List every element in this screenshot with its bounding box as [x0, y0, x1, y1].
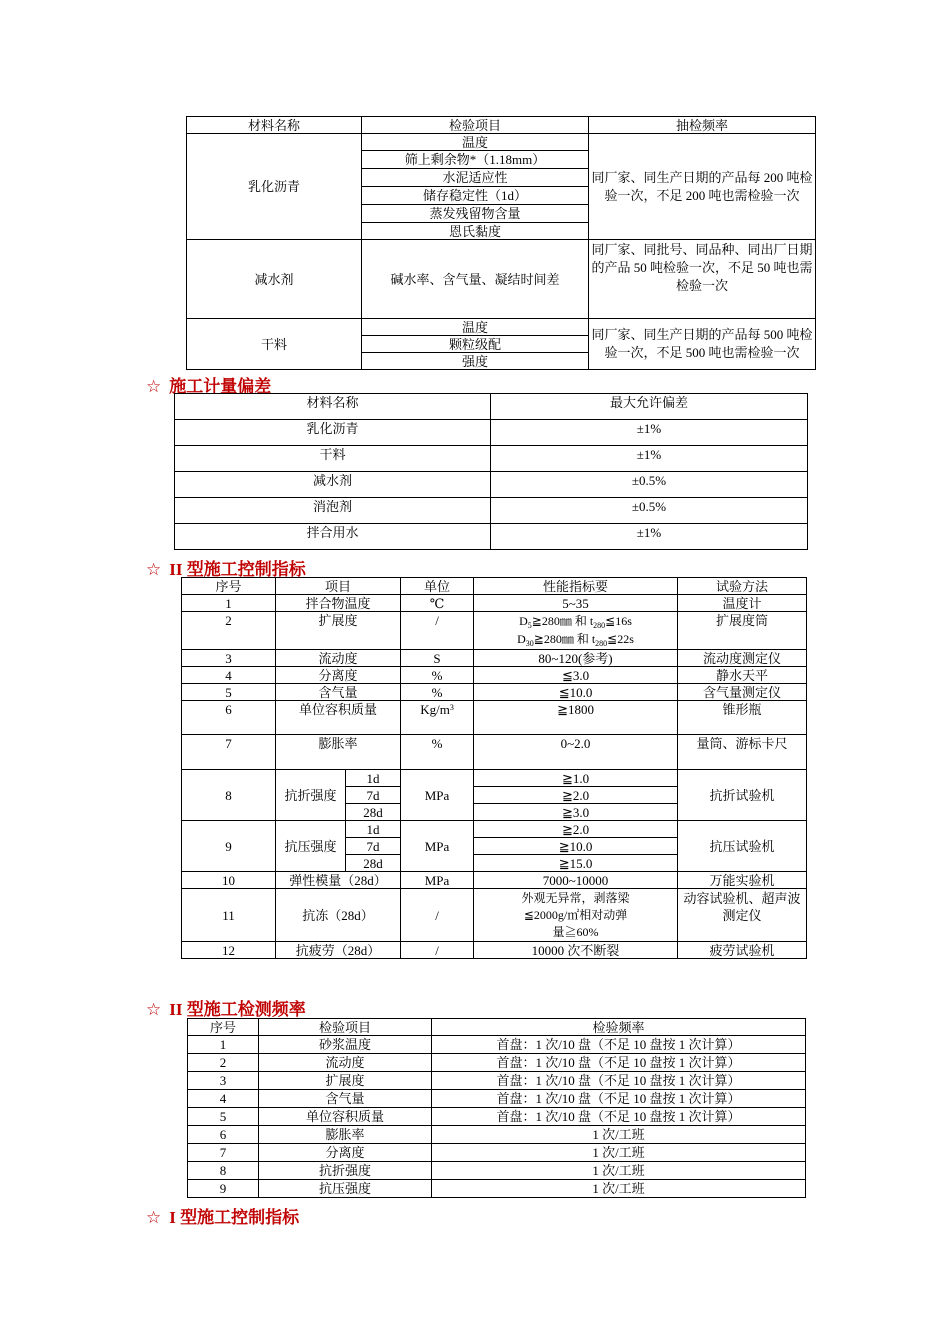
frequency-text: 同厂家、同生产日期的产品每 500 吨检验一次，不足 500 吨也需检验一次 [589, 319, 816, 370]
row-value: ≧2.0 [474, 787, 678, 804]
header-no: 序号 [182, 578, 276, 595]
row-unit: MPa [401, 821, 474, 872]
row-no: 3 [182, 650, 276, 667]
test-item: 蒸发残留物含量 [362, 205, 589, 223]
age-cell: 7d [346, 838, 401, 855]
row-value: 0~2.0 [474, 735, 678, 770]
age-cell: 7d [346, 787, 401, 804]
header-frequency: 检验频率 [432, 1019, 806, 1036]
header-max-deviation: 最大允许偏差 [491, 394, 808, 420]
row-no: 8 [188, 1162, 259, 1180]
row-value: 80~120(参考) [474, 650, 678, 667]
row-item: 分离度 [276, 667, 401, 684]
row-no: 6 [182, 701, 276, 735]
row-frequency: 首盘：1 次/10 盘（不足 10 盘按 1 次计算） [432, 1036, 806, 1054]
test-item: 筛上剩余物*（1.18mm） [362, 151, 589, 169]
section-title: II 型施工控制指标 [169, 560, 306, 579]
header-requirement: 性能指标要 [474, 578, 678, 595]
section-heading-type2-frequency [146, 995, 306, 1020]
row-item: 抗冻（28d） [276, 889, 401, 942]
row-frequency: 1 次/工班 [432, 1162, 806, 1180]
row-value: 5~35 [474, 595, 678, 612]
row-value: 10000 次不断裂 [474, 942, 678, 959]
row-value: ≦10.0 [474, 684, 678, 701]
test-item: 恩氏黏度 [362, 223, 589, 240]
header-item: 项目 [276, 578, 401, 595]
deviation-cell: ±0.5% [491, 498, 808, 524]
row-unit: / [401, 612, 474, 650]
header-material: 材料名称 [187, 117, 362, 134]
row-item: 含气量 [276, 684, 401, 701]
row-method: 扩展度筒 [678, 612, 807, 650]
row-value: 7000~10000 [474, 872, 678, 889]
row-item: 分离度 [259, 1144, 432, 1162]
star-icon: ☆ [146, 1000, 162, 1019]
header-unit: 单位 [401, 578, 474, 595]
row-item: 抗折强度 [276, 770, 346, 821]
material-dry: 干料 [187, 319, 362, 370]
row-item: 单位容积质量 [276, 701, 401, 735]
row-item: 抗压强度 [276, 821, 346, 872]
row-no: 10 [182, 872, 276, 889]
row-method: 抗折试验机 [678, 770, 807, 821]
row-item: 砂浆温度 [259, 1036, 432, 1054]
row-no: 12 [182, 942, 276, 959]
row-no: 3 [188, 1072, 259, 1090]
row-item: 拌合物温度 [276, 595, 401, 612]
section-title: 施工计量偏差 [169, 377, 272, 396]
row-method: 静水天平 [678, 667, 807, 684]
row-value: 外观无异常，剥落梁 ≦2000g/㎡相对动弹 量≧60% [474, 889, 678, 942]
material-cell: 消泡剂 [175, 498, 491, 524]
test-item: 碱水率、含气量、凝结时间差 [362, 240, 589, 319]
test-item: 强度 [362, 353, 589, 370]
test-item: 储存稳定性（1d） [362, 187, 589, 205]
row-unit: S [401, 650, 474, 667]
row-no: 5 [182, 684, 276, 701]
header-frequency: 抽检频率 [589, 117, 816, 134]
row-value: ≧1800 [474, 701, 678, 735]
row-no: 5 [188, 1108, 259, 1126]
row-value: ≦3.0 [474, 667, 678, 684]
star-icon: ☆ [146, 560, 162, 579]
row-item: 膨胀率 [259, 1126, 432, 1144]
section-heading-type1-control [146, 1203, 299, 1228]
row-no: 4 [182, 667, 276, 684]
row-method: 量筒、游标卡尺 [678, 735, 807, 770]
row-method: 温度计 [678, 595, 807, 612]
row-item: 单位容积质量 [259, 1108, 432, 1126]
sampling-frequency-table [186, 116, 816, 370]
row-no: 8 [182, 770, 276, 821]
row-frequency: 首盘：1 次/10 盘（不足 10 盘按 1 次计算） [432, 1090, 806, 1108]
row-value: ≧10.0 [474, 838, 678, 855]
test-item: 水泥适应性 [362, 169, 589, 187]
row-method: 含气量测定仪 [678, 684, 807, 701]
row-unit: % [401, 684, 474, 701]
row-frequency: 首盘：1 次/10 盘（不足 10 盘按 1 次计算） [432, 1054, 806, 1072]
age-cell: 1d [346, 770, 401, 787]
row-method: 抗压试验机 [678, 821, 807, 872]
deviation-cell: ±1% [491, 524, 808, 550]
material-cell: 拌合用水 [175, 524, 491, 550]
row-frequency: 1 次/工班 [432, 1180, 806, 1198]
row-no: 6 [188, 1126, 259, 1144]
header-item: 检验项目 [259, 1019, 432, 1036]
row-frequency: 1 次/工班 [432, 1126, 806, 1144]
row-no: 1 [182, 595, 276, 612]
row-value: ≧2.0 [474, 821, 678, 838]
deviation-cell: ±1% [491, 446, 808, 472]
row-frequency: 1 次/工班 [432, 1144, 806, 1162]
age-cell: 28d [346, 855, 401, 872]
star-icon: ☆ [146, 1208, 162, 1227]
metering-deviation-table [174, 393, 808, 550]
row-method: 锥形瓶 [678, 701, 807, 735]
row-item: 抗压强度 [259, 1180, 432, 1198]
test-item: 颗粒级配 [362, 336, 589, 353]
section-title: I 型施工控制指标 [169, 1208, 300, 1227]
header-no: 序号 [188, 1019, 259, 1036]
row-unit: $Kg/m^3$ [401, 701, 474, 735]
row-no: 9 [188, 1180, 259, 1198]
row-unit: % [401, 735, 474, 770]
row-item: 抗折强度 [259, 1162, 432, 1180]
row-item: 弹性模量（28d） [276, 872, 401, 889]
material-cell: 乳化沥青 [175, 420, 491, 446]
row-unit: ℃ [401, 595, 474, 612]
material-cell: 干料 [175, 446, 491, 472]
spread-line-2: $D_{30}≧280㎜$ 和 $t_{280}≦22s$ [517, 632, 634, 648]
row-no: 4 [188, 1090, 259, 1108]
row-item: 含气量 [259, 1090, 432, 1108]
row-no: 9 [182, 821, 276, 872]
frequency-text: 同厂家、同批号、同品种、同出厂日期的产品 50 吨检验一次，不足 50 吨也需检验一次 [589, 240, 816, 319]
type2-frequency-table [187, 1018, 806, 1198]
frequency-text: 同厂家、同生产日期的产品每 200 吨检验一次，不足 200 吨也需检验一次 [589, 134, 816, 240]
row-frequency: 首盘：1 次/10 盘（不足 10 盘按 1 次计算） [432, 1108, 806, 1126]
header-test-item: 检验项目 [362, 117, 589, 134]
spread-line-1: $D_5≧280㎜$ 和 $t_{280}≦16s$ [519, 614, 632, 630]
test-item: 温度 [362, 319, 589, 336]
deviation-cell: ±0.5% [491, 472, 808, 498]
row-method: 疲劳试验机 [678, 942, 807, 959]
row-no: 7 [182, 735, 276, 770]
age-cell: 1d [346, 821, 401, 838]
row-item: 扩展度 [276, 612, 401, 650]
row-item: 流动度 [259, 1054, 432, 1072]
row-no: 7 [188, 1144, 259, 1162]
age-cell: 28d [346, 804, 401, 821]
row-item: 流动度 [276, 650, 401, 667]
row-unit: MPa [401, 872, 474, 889]
row-method: 动容试验机、超声波测定仪 [678, 889, 807, 942]
row-item: 膨胀率 [276, 735, 401, 770]
row-value: ≧3.0 [474, 804, 678, 821]
material-emulsified-asphalt: 乳化沥青 [187, 134, 362, 240]
row-value: ≧1.0 [474, 770, 678, 787]
section-title: II 型施工检测频率 [169, 1000, 306, 1019]
test-item: 温度 [362, 134, 589, 151]
row-frequency: 首盘：1 次/10 盘（不足 10 盘按 1 次计算） [432, 1072, 806, 1090]
material-water-reducer: 减水剂 [187, 240, 362, 319]
row-value: ≧15.0 [474, 855, 678, 872]
type2-control-table [181, 577, 807, 959]
header-method: 试验方法 [678, 578, 807, 595]
row-method: 流动度测定仪 [678, 650, 807, 667]
row-unit: MPa [401, 770, 474, 821]
row-no: 11 [182, 889, 276, 942]
row-no: 2 [188, 1054, 259, 1072]
row-method: 万能实验机 [678, 872, 807, 889]
row-unit: % [401, 667, 474, 684]
row-unit: / [401, 889, 474, 942]
star-icon: ☆ [146, 377, 162, 396]
row-no: 1 [188, 1036, 259, 1054]
row-value [474, 612, 678, 650]
material-cell: 减水剂 [175, 472, 491, 498]
row-item: 抗疲劳（28d） [276, 942, 401, 959]
row-no: 2 [182, 612, 276, 650]
row-unit: / [401, 942, 474, 959]
row-item: 扩展度 [259, 1072, 432, 1090]
header-material: 材料名称 [175, 394, 491, 420]
deviation-cell: ±1% [491, 420, 808, 446]
